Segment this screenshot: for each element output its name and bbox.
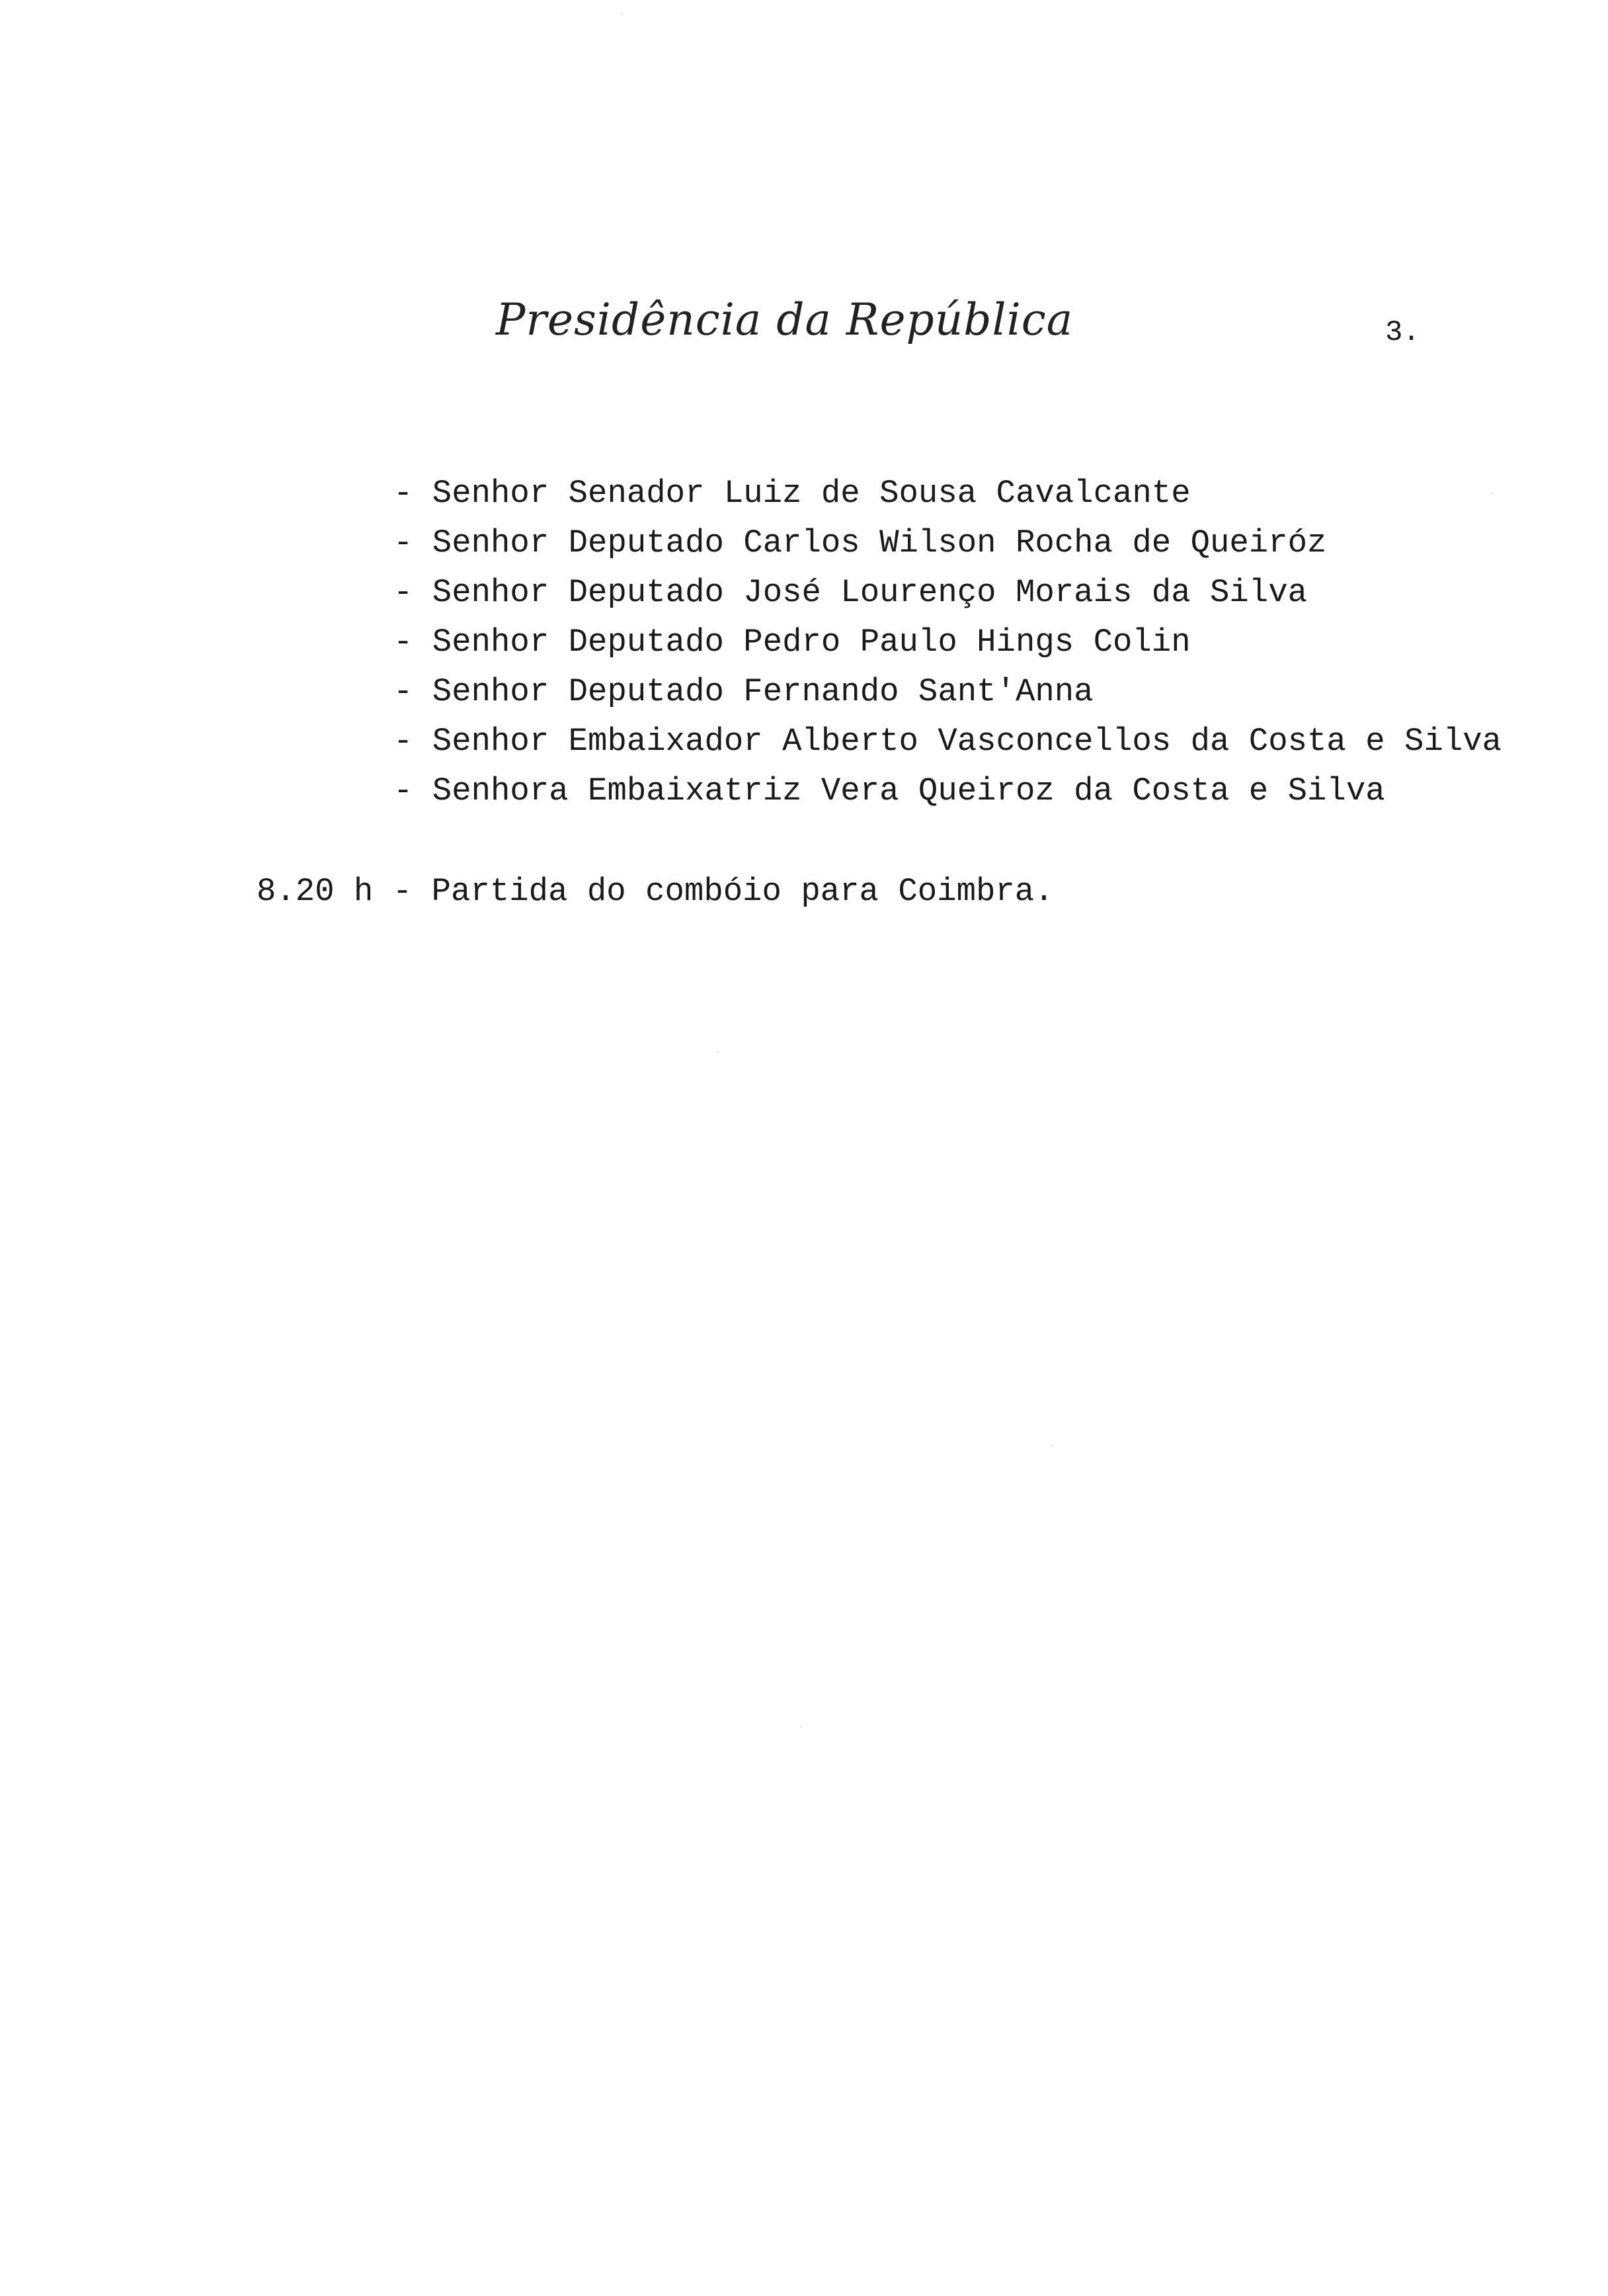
attendee-list: [393, 473, 1502, 821]
attendee-item: - Senhor Deputado José Lourenço Morais da Silva: [393, 574, 1308, 611]
scan-speck: [622, 13, 623, 15]
schedule-entry: [257, 872, 1054, 911]
schedule-time: 8.20 h: [257, 873, 374, 910]
scan-speck: [1491, 493, 1492, 494]
attendee-item: - Senhor Embaixador Alberto Vasconcellos da Costa e Silva: [393, 723, 1502, 760]
page-number: 3.: [1385, 316, 1420, 349]
scan-speck: [717, 1051, 719, 1053]
attendee-item: - Senhor Deputado Pedro Paulo Hings Colin: [393, 624, 1191, 661]
letterhead-title: Presidência da República: [496, 294, 1074, 345]
attendee-item: - Senhor Deputado Carlos Wilson Rocha de Queiróz: [393, 524, 1327, 561]
schedule-event: Partida do combóio para Coimbra.: [431, 873, 1054, 910]
schedule-separator: -: [373, 873, 432, 910]
attendee-item: - Senhor Senador Luiz de Sousa Cavalcante: [393, 475, 1191, 512]
scan-speck: [800, 1726, 801, 1727]
attendee-item: - Senhora Embaixatriz Vera Queiroz da Costa e Silva: [393, 772, 1385, 809]
scan-speck: [1051, 1445, 1053, 1446]
attendee-item: - Senhor Deputado Fernando Sant'Anna: [393, 673, 1094, 710]
